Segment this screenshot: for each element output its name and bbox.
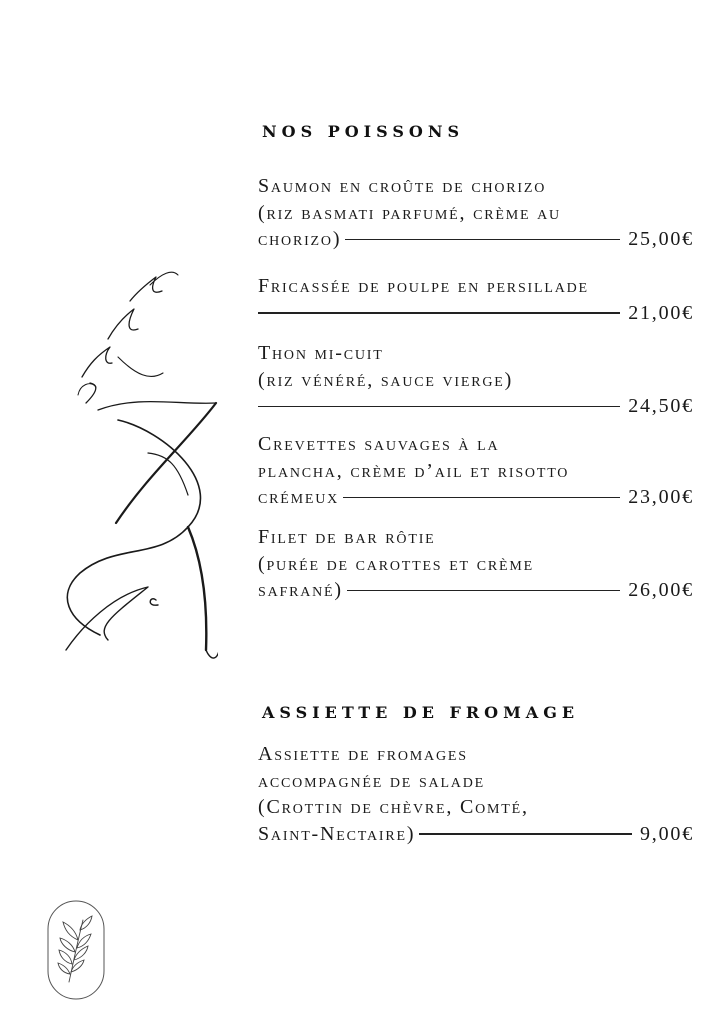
item-line (258, 300, 694, 327)
item-price: 21,00€ (628, 301, 694, 324)
item-line: Assiette de fromages (258, 743, 468, 765)
dotted-leader-line (347, 590, 620, 592)
olive-branch-icon (47, 900, 105, 1004)
item-price: 9,00€ (640, 822, 694, 845)
item-line: Thon mi-cuit (258, 342, 384, 364)
item-line: (purée de carottes et crème (258, 552, 534, 575)
item-line: Crevettes sauvages à la (258, 433, 500, 455)
dotted-leader-line (258, 406, 620, 408)
item-line: crémeux 23,00€ (258, 484, 694, 511)
item-price: 24,50€ (628, 395, 694, 417)
item-line: safrané) 26,00€ (258, 577, 694, 604)
item-price: 26,00€ (628, 579, 694, 601)
restaurant-signature-logo (38, 255, 218, 679)
item-line: Saint-Nectaire) 9,00€ (258, 821, 694, 848)
dotted-leader-line (345, 239, 620, 241)
dotted-leader-line (343, 497, 620, 499)
item-line: chorizo) 25,00€ (258, 226, 694, 253)
section-title-fromage: ASSIETTE DE FROMAGE (262, 703, 580, 722)
menu-item (258, 431, 694, 511)
section-title-poissons: NOS POISSONS (262, 122, 465, 141)
item-line (258, 393, 694, 420)
dotted-leader-line (258, 312, 620, 314)
item-line: Filet de bar rôtie (258, 526, 436, 548)
item-line: Saumon en croûte de chorizo (258, 175, 547, 197)
menu-item (258, 273, 694, 326)
item-line: (Crottin de chèvre, Comté, (258, 796, 529, 818)
item-line: plancha, crème d’ail et risotto (258, 459, 570, 482)
menu-item (258, 524, 694, 604)
menu-item (258, 340, 694, 420)
menu-item (258, 741, 694, 847)
item-line: Fricassée de poulpe en persillade (258, 275, 589, 297)
dotted-leader-line (419, 833, 632, 835)
item-line: accompagnée de salade (258, 769, 485, 792)
item-line: (riz basmati parfumé, crème au (258, 201, 561, 224)
item-price: 23,00€ (628, 486, 694, 508)
menu-item (258, 173, 694, 253)
item-price: 25,00€ (628, 228, 694, 250)
item-line: (riz vénéré, sauce vierge) (258, 368, 514, 391)
